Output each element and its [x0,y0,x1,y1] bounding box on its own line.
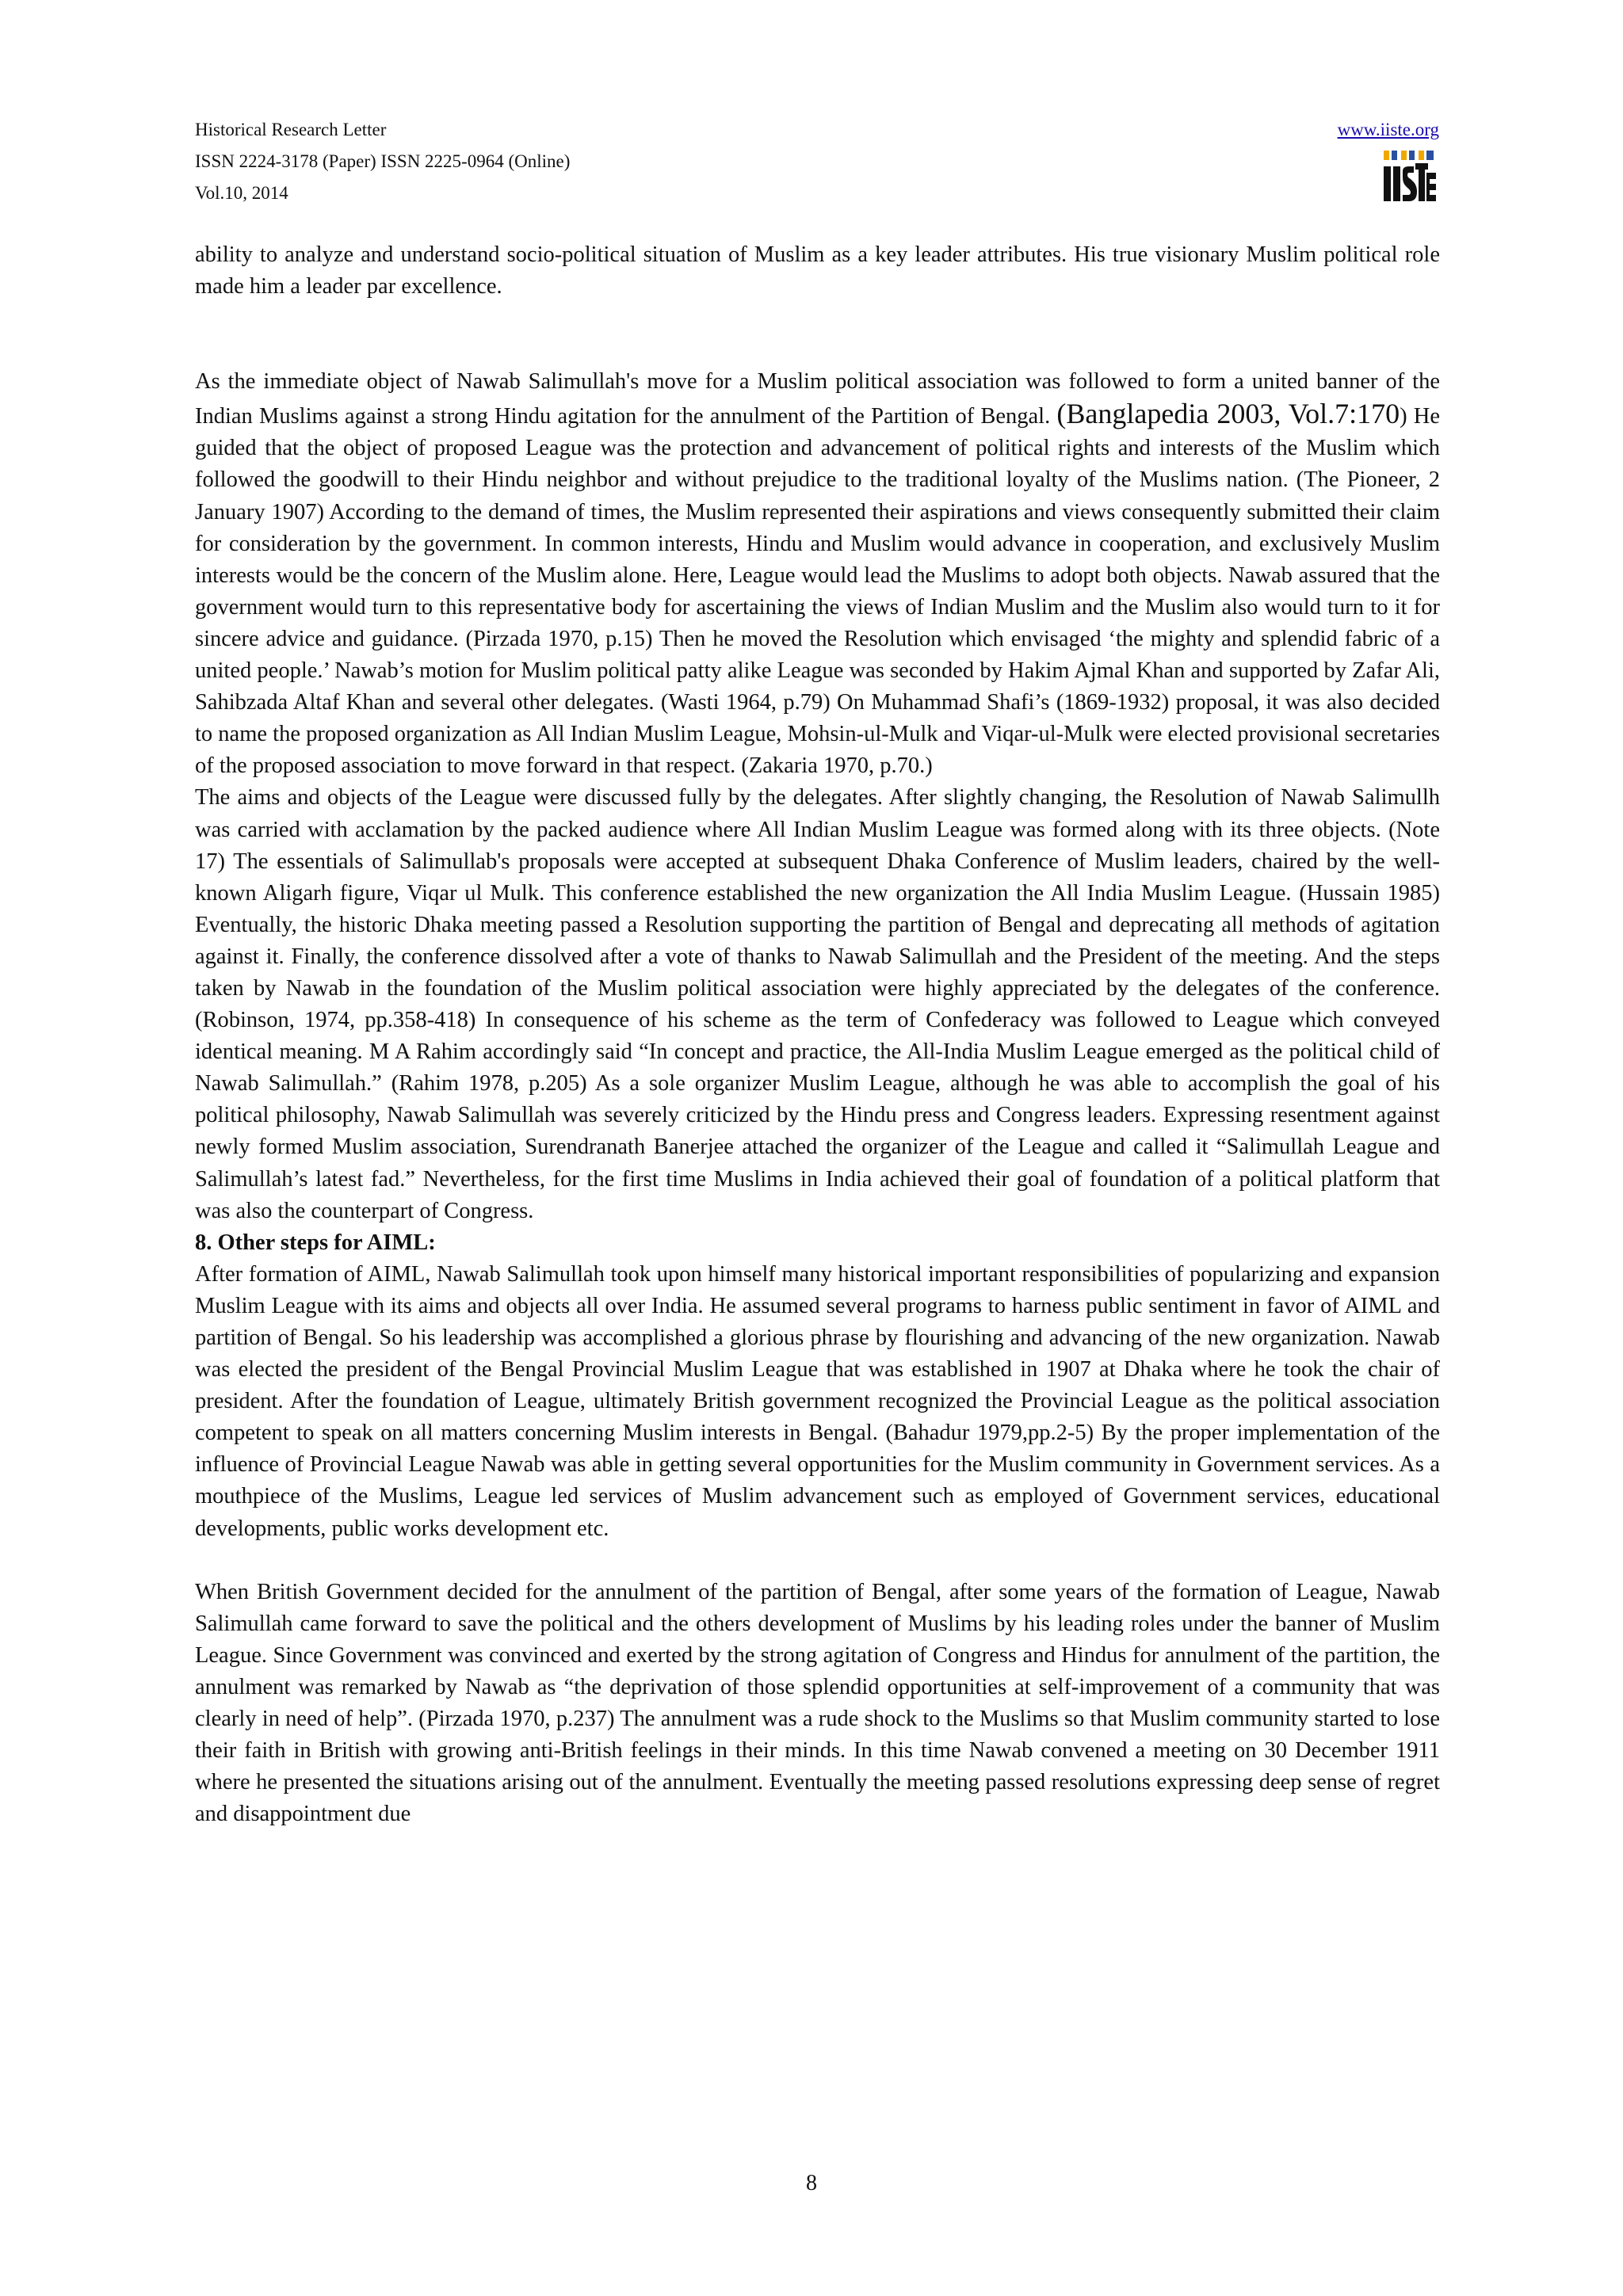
journal-issn: ISSN 2224-3178 (Paper) ISSN 2225-0964 (Online) [195,151,571,171]
journal-info [195,114,1439,209]
paragraph-spacer [195,1545,1440,1577]
article-body [195,239,1440,1830]
banglapedia-citation: (Banglapedia 2003, Vol.7:170 [1056,398,1400,430]
page-number: 8 [806,2171,817,2195]
paragraph-2-rest: ) He guided that the object of proposed League was the protection and advancement of political rights and interests of the Muslim which followed the goodwill to their Hindu neighbor and without prejudice to the traditional loyalty of the Muslims nation. (The Pioneer, 2 January 1907) According to the demand of times, the Muslim represented their aspirations and views consequently submitted their claim for consideration by the government. In common interests, Hindu and Muslim would advance in cooperation, and exclusively Muslim interests would be the concern of the Muslim alone. Here, League would lead the Muslims to adopt both objects. Nawab assured that the government would turn to this representative body for ascertaining the views of Indian Muslim and the Muslim also would turn to it for sincere advice and guidance. (Pirzada 1970, p.15) Then he moved the Resolution which envisaged ‘the mighty and splendid fabric of a united people.’ Nawab’s motion for Muslim political patty alike League was seconded by Hakim Ajmal Khan and supported by Zafar Ali, Sahibzada Altaf Khan and several other delegates. (Wasti 1964, p.79) On Muhammad Shafi’s (1869-1932) proposal, it was also decided to name the proposed organization as All Indian Muslim League, Mohsin-ul-Mulk and Viqar-ul-Mulk were elected provisional secretaries of the proposed association to move forward in that respect. (Zakaria 1970, p.70.) [195,404,1440,779]
journal-website-link[interactable]: www.iiste.org [1337,120,1439,139]
page-header [195,114,1439,209]
section-heading: 8. Other steps for AIML: [195,1230,436,1255]
paragraph-3: The aims and objects of the League were discussed fully by the delegates. After slightly changing, the Resolution of Nawab Salimullh was carried with acclamation by the packed audience where All Indian Muslim League was formed along with its three objects. (Note 17) The essentials of Salimullab's proposals were accepted at subsequent Dhaka Conference of Muslim leaders, chaired by the well-known Aligarh figure, Viqar ul Mulk. This conference established the new organization the All India Muslim League. (Hussain 1985) Eventually, the historic Dhaka meeting passed a Resolution supporting the partition of Bengal and deprecating all methods of agitation against it. Finally, the conference dissolved after a vote of thanks to Nawab Salimullah and the President of the meeting. And the steps taken by Nawab in the foundation of the Muslim political association were highly appreciated by the delegates of the conference. (Robinson, 1974, pp.358-418) In consequence of his scheme as the term of Confederacy was followed to League which conveyed identical meaning. M A Rahim accordingly said “In concept and practice, the All-India Muslim League emerged as the political child of Nawab Salimullah.” (Rahim 1978, p.205) As a sole organizer Muslim League, although he was able to accomplish the goal of his political philosophy, Nawab Salimullah was severely criticized by the Hindu press and Congress leaders. Expressing resentment against newly formed Muslim association, Surendranath Banerjee attached the organizer of the League and called it “Salimullah League and Salimullah’s latest fad.” Nevertheless, for the first time Muslims in India achieved their goal of foundation of a political platform that was also the counterpart of Congress. [195,785,1440,1223]
paragraph-4: After formation of AIML, Nawab Salimullah took upon himself many historical important responsibilities of popularizing and expansion Muslim League with its aims and objects all over India. He assumed several programs to harness public sentiment in favor of AIML and partition of Bengal. So his leadership was accomplished a glorious phrase by flourishing and advancing of the new organization. Nawab was elected the president of the Bengal Provincial Muslim League that was established in 1907 at Dhaka where he took the chair of president. After the foundation of League, ultimately British government recognized the Provincial League as the political association competent to speak on all matters concerning Muslim interests in Bengal. (Bahadur 1979,pp.2-5) By the proper implementation of the influence of Provincial League Nawab was able in getting several opportunities for the Muslim community in Government services. As a mouthpiece of the Muslims, League led services of Muslim advancement such as employed of Government services, educational developments, public works development etc. [195,1261,1440,1541]
paragraph-5: When British Government decided for the annulment of the partition of Bengal, after some years of the formation of League, Nawab Salimullah came forward to save the political and the others development of Muslims by his leading roles under the banner of Muslim League. Since Government was convinced and exerted by the strong agitation of Congress and Hindus for annulment of the partition, the annulment was remarked by Nawab as “the deprivation of those splendid opportunities at self-improvement of a community that was clearly in need of help”. (Pirzada 1970, p.237) The annulment was a rude shock to the Muslims so that Muslim community started to lose their faith in British with growing anti-British feelings in their minds. In this time Nawab convened a meeting on 30 December 1911 where he presented the situations arising out of the annulment. Eventually the meeting passed resolutions expressing deep sense of regret and disappointment due [195,1579,1440,1827]
paragraph-1: ability to analyze and understand socio-political situation of Muslim as a key leader attributes. His true visionary Muslim political role made him a leader par excellence. [195,242,1440,299]
paragraph-2 [195,366,1440,782]
journal-title: Historical Research Letter [195,120,387,139]
paragraph-spacer [195,303,1440,366]
journal-volume: Vol.10, 2014 [195,183,288,203]
iiste-logo-icon [1382,149,1438,208]
paragraph-2-start: As the immediate object of Nawab Salimullah's move for a Muslim political association was followed to form a united banner of the Indian Muslims against a strong Hindu agitation for the annulment of the Partition of Bengal. [195,369,1440,429]
